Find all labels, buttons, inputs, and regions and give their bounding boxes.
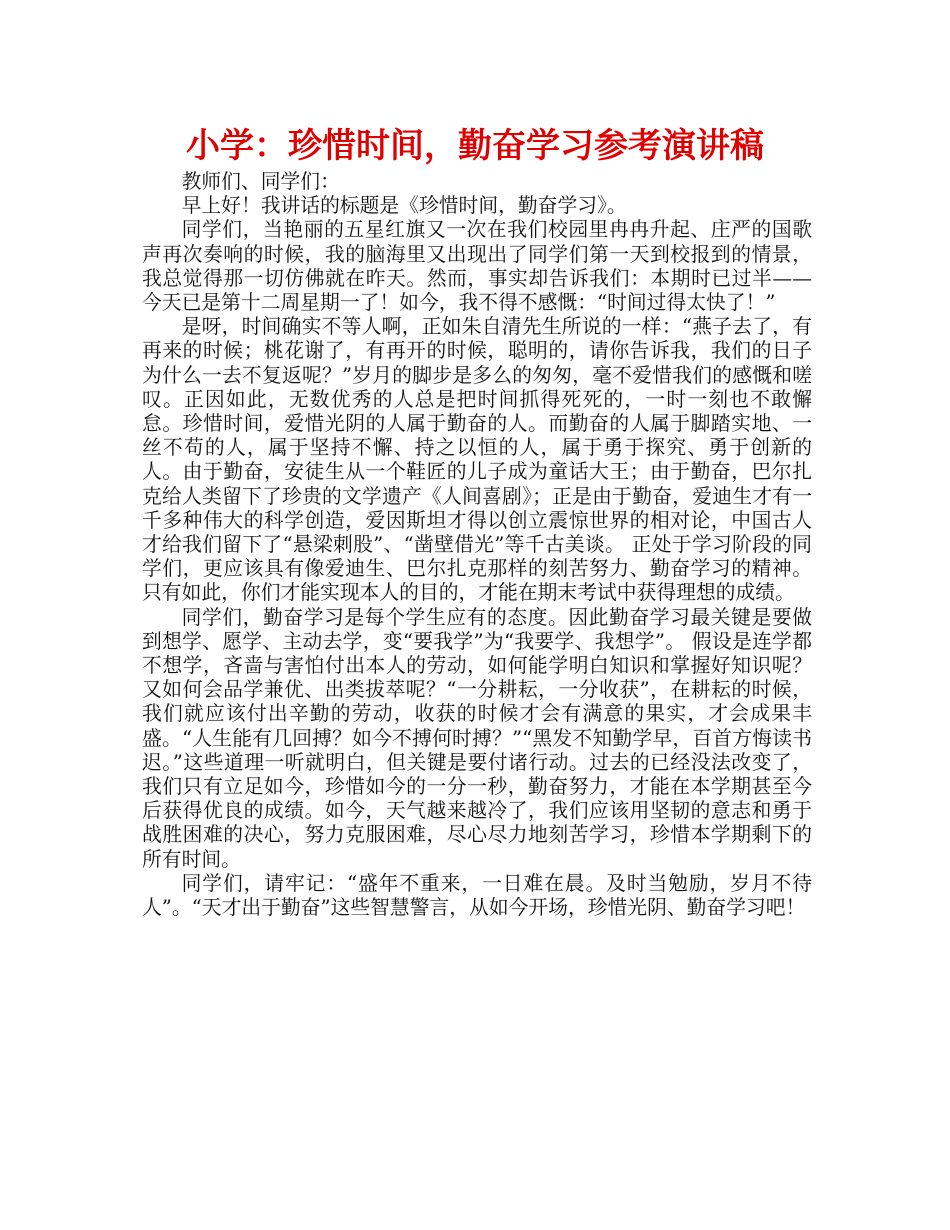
paragraph-greeting: 教师们、同学们： (181, 170, 340, 193)
document-body (142, 170, 812, 920)
paragraph-diligence-examples: 是呀，时间确实不等人啊，正如朱自清先生所说的一样：“燕子去了，有再来的时候；桃花谢了，有再开的时候，聪明的，请你告诉我，我们的日子为什么一去不复返呢？”岁月的脚步是多么的匆匆，毫不爱惜我们的感慨和嗟叹。正因如此，无数优秀的人总是把时间抓得死死的，一时一刻也不敢懈怠。珍惜时间，爱惜光阴的人属于勤奋的人。而勤奋的人属于脚踏实地、一丝不苟的人，属于坚持不懈、持之以恒的人，属于勇于探究、勇于创新的人。由于勤奋，安徒生从一个鞋匠的儿子成为童话大王；由于勤奋，巴尔扎克给人类留下了珍贵的文学遗产《人间喜剧》；正是由于勤奋，爱迪生才有一千多种伟大的科学创造，爱因斯坦才得以创立震惊世界的相对论，中国古人才给我们留下了“悬梁刺股”、“凿壁借光”等千古美谈。 正处于学习阶段的同学们，更应该具有像爱迪生、巴尔扎克那样的刻苦努力、勤奋学习的精神。只有如此，你们才能实现本人的目的，才能在期末考试中获得理想的成绩。 (142, 315, 812, 605)
paragraph-closing: 同学们，请牢记：“盛年不重来，一日难在晨。及时当勉励，岁月不待人”。“天才出于勤奋”这些智慧警言，从如今开场，珍惜光阴、勤奋学习吧！ (142, 871, 812, 920)
paragraph-time-passing: 同学们，当艳丽的五星红旗又一次在我们校园里冉冉升起、庄严的国歌声再次奏响的时候，我的脑海里又出现出了同学们第一天到校报到的情景，我总觉得那一切仿佛就在昨天。然而，事实却告诉我们：本期时已过半——今天已是第十二周星期一了！如今，我不得不感慨：“时间过得太快了！” (142, 218, 812, 315)
paragraph-study-attitude: 同学们，勤奋学习是每个学生应有的态度。因此勤奋学习最关键是要做到想学、愿学、主动去学，变“要我学”为“我要学、我想学”。 假设是连学都不想学，吝啬与害怕付出本人的劳动，如何能学明白知识和掌握好知识呢？又如何会品学兼优、出类拔萃呢？“一分耕耘，一分收获”，在耕耘的时候，我们就应该付出辛勤的劳动，收获的时候才会有满意的果实，才会成果丰盛。“人生能有几回搏？如今不搏何时搏？”“黑发不知勤学早，百首方悔读书迟。”这些道理一听就明白，但关键是要付诸行动。过去的已经没法改变了，我们只有立足如今，珍惜如今的一分一秒，勤奋努力，才能在本学期甚至今后获得优良的成绩。如今，天气越来越冷了，我们应该用坚韧的意志和勇于战胜困难的决心，努力克服困难，尽心尽力地刻苦学习，珍惜本学期剩下的所有时间。 (142, 605, 812, 871)
paragraph-opening: 早上好！我讲话的标题是《珍惜时间，勤奋学习》。 (181, 194, 627, 218)
document-title: 小学：珍惜时间，勤奋学习参考演讲稿 (186, 126, 764, 166)
